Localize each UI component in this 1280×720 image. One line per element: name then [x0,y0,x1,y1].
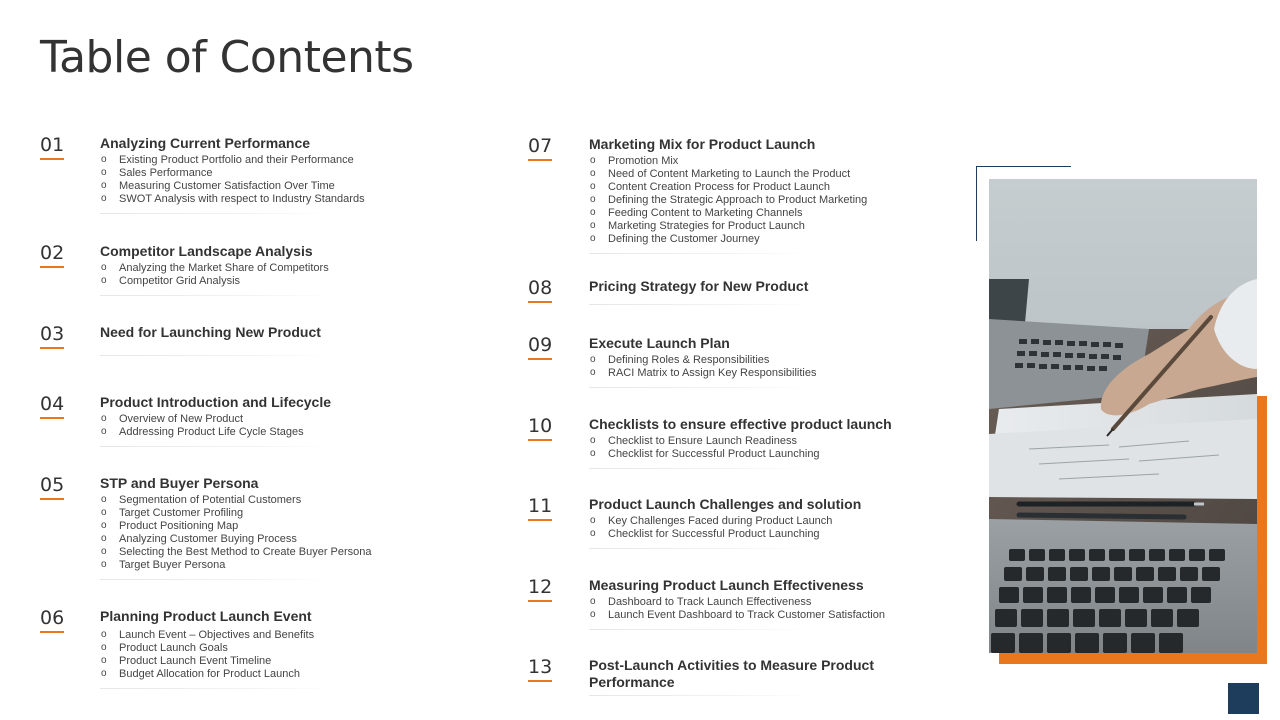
section-title: Product Launch Challenges and solution [589,496,862,512]
section-title: Product Introduction and Lifecycle [100,394,332,410]
section-title: Measuring Product Launch Effectiveness [589,577,864,593]
section-number: 01 [40,134,65,156]
list-item: o Segmentation of Potential Customers [100,494,372,507]
divider [100,295,330,296]
list-item: o Existing Product Portfolio and their Performance [100,154,365,167]
section-number: 03 [40,323,65,345]
list-item: o Product Launch Event Timeline [100,655,330,668]
section-number: 10 [528,415,553,437]
list-item: o Analyzing Customer Buying Process [100,533,372,546]
list-item: o Measuring Customer Satisfaction Over Time [100,180,365,193]
bullet-list [100,154,365,206]
bullet-list [100,494,372,572]
divider [589,253,809,254]
laptop-writing-photo [989,179,1257,653]
section-number: 02 [40,242,65,264]
section-number: 11 [528,495,553,517]
bullet-list [100,262,330,288]
bullet-list [589,155,867,246]
list-item: o Overview of New Product [100,413,331,426]
list-item: o Product Positioning Map [100,520,372,533]
divider [589,304,809,305]
divider [100,213,330,214]
list-item: o Feeding Content to Marketing Channels [589,207,867,220]
section-number: 08 [528,277,553,299]
list-item: o Selecting the Best Method to Create Buyer Persona [100,546,372,559]
list-item: o Need of Content Marketing to Launch the Product [589,168,867,181]
list-item: o Competitor Grid Analysis [100,275,330,288]
list-item: o Product Launch Goals [100,642,330,655]
list-item: o RACI Matrix to Assign Key Responsibilities [589,367,816,380]
section-title: Post-Launch Activities to Measure Product Performance [589,657,874,690]
list-item: o Key Challenges Faced during Product Launch [589,515,861,528]
divider [589,387,809,388]
corner-square-decoration [1228,683,1259,714]
section-title: Checklists to ensure effective product launch [589,416,892,432]
list-item: o Checklist to Ensure Launch Readiness [589,435,892,448]
list-item: o Launch Event – Objectives and Benefits [100,629,330,642]
divider [100,579,330,580]
section-number: 06 [40,607,65,629]
section-title: Planning Product Launch Event [100,608,312,624]
divider [100,688,330,689]
list-item: o Marketing Strategies for Product Launch [589,220,867,233]
list-item: o Checklist for Successful Product Launching [589,448,892,461]
list-item: o Addressing Product Life Cycle Stages [100,426,331,439]
list-item: o Defining the Strategic Approach to Product Marketing [589,194,867,207]
list-item: o Budget Allocation for Product Launch [100,668,330,681]
section-title: Competitor Landscape Analysis [100,243,313,259]
divider [100,355,330,356]
list-item: o Defining Roles & Responsibilities [589,354,816,367]
bullet-list [589,515,861,541]
section-title: Analyzing Current Performance [100,135,311,151]
section-number: 09 [528,334,553,356]
divider [589,629,809,630]
list-item: o Target Buyer Persona [100,559,372,572]
divider [589,468,809,469]
list-item: o Defining the Customer Journey [589,233,867,246]
list-item: o Dashboard to Track Launch Effectiveness [589,596,885,609]
section-number: 04 [40,393,65,415]
section-title: STP and Buyer Persona [100,475,259,491]
section-title: Need for Launching New Product [100,324,321,340]
list-item: o SWOT Analysis with respect to Industry Standards [100,193,365,206]
section-number: 07 [528,135,553,157]
section-title: Execute Launch Plan [589,335,730,351]
bullet-list [589,435,892,461]
divider [100,446,330,447]
page-title: Table of Contents [40,32,414,83]
list-item: o Launch Event Dashboard to Track Customer Satisfaction [589,609,885,622]
section-title: Marketing Mix for Product Launch [589,136,816,152]
divider [589,695,809,696]
list-item: o Checklist for Successful Product Launching [589,528,861,541]
list-item: o Target Customer Profiling [100,507,372,520]
bullet-list [100,629,330,681]
bullet-list [100,413,331,439]
list-item: o Promotion Mix [589,155,867,168]
list-item: o Content Creation Process for Product Launch [589,181,867,194]
divider [589,548,809,549]
section-title: Pricing Strategy for New Product [589,278,809,294]
section-number: 05 [40,474,65,496]
section-number: 13 [528,656,553,678]
bullet-list [589,354,816,380]
list-item: o Sales Performance [100,167,365,180]
section-number: 12 [528,576,553,598]
list-item: o Analyzing the Market Share of Competitors [100,262,330,275]
bullet-list [589,596,885,622]
